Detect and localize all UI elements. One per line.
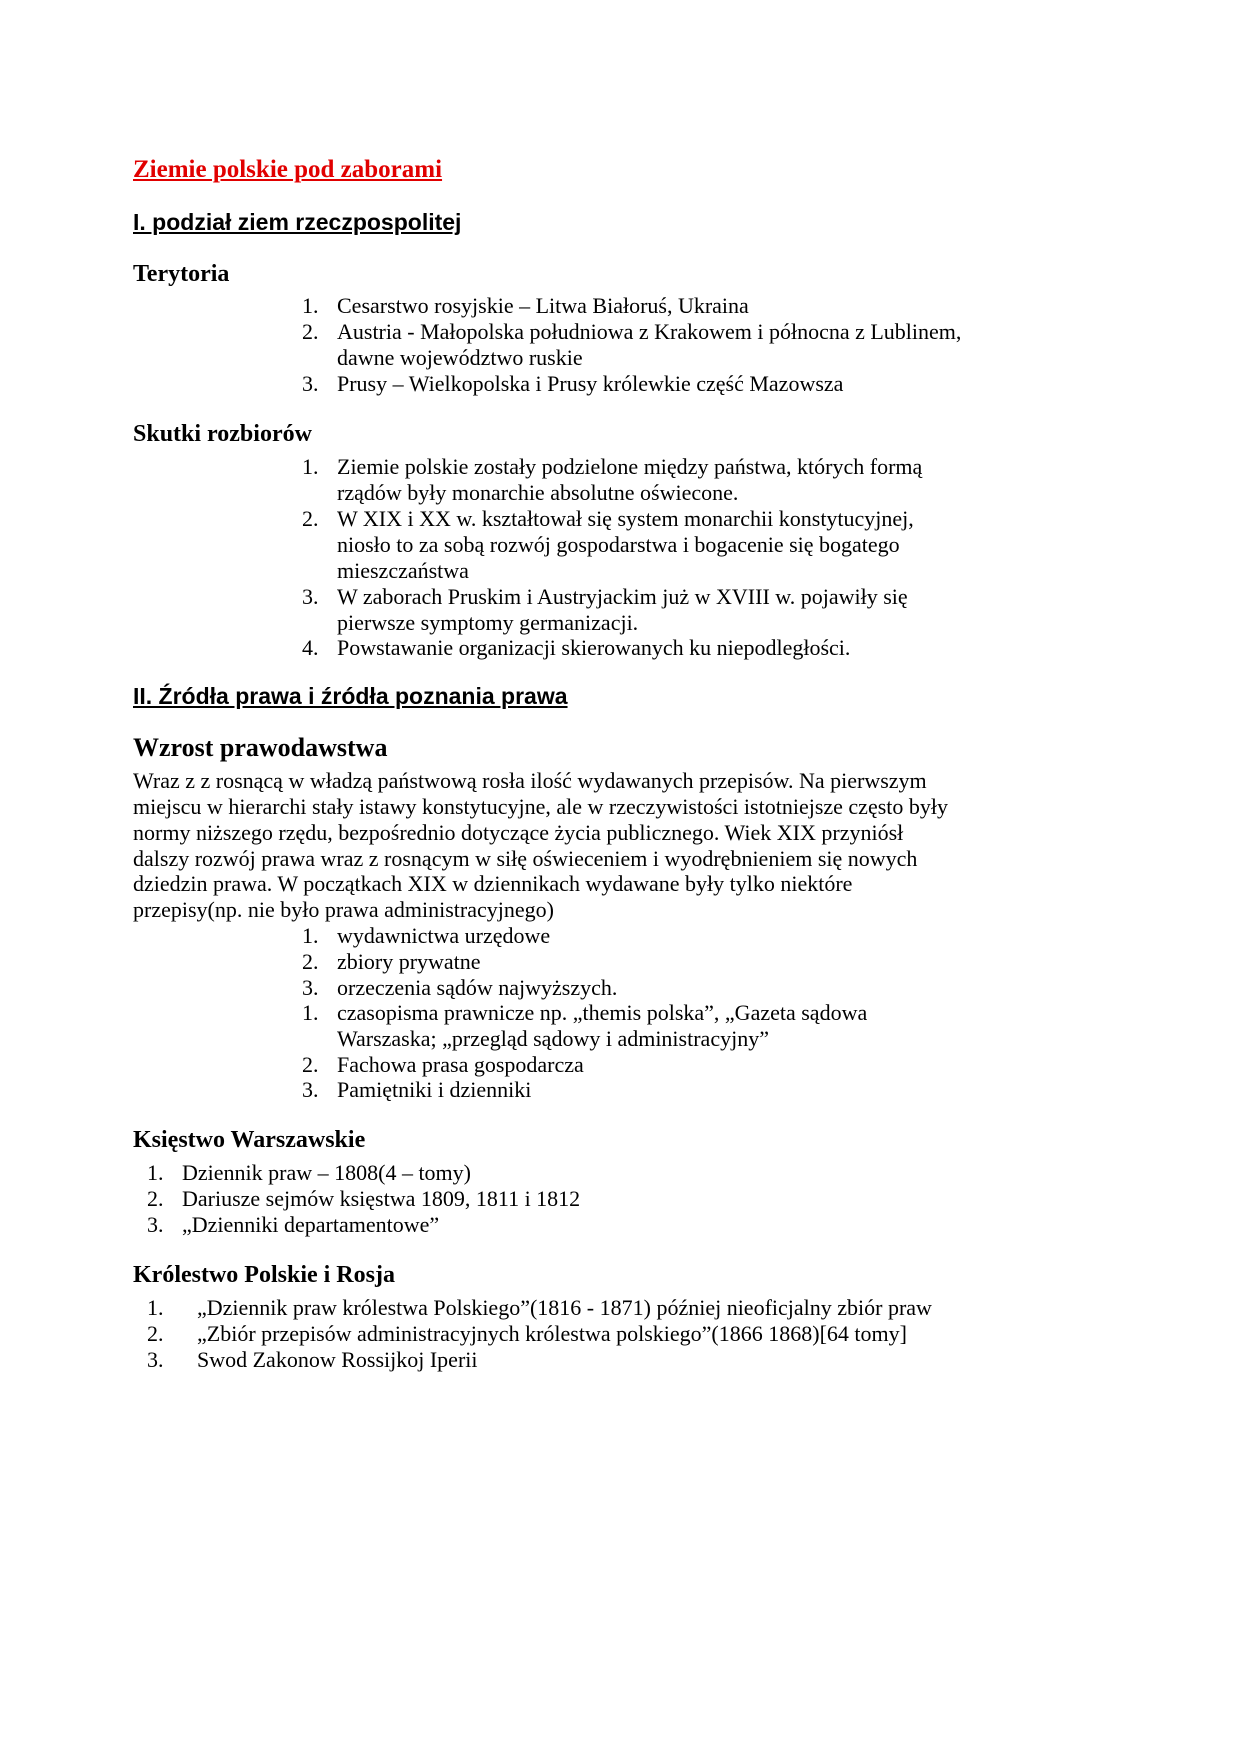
paragraph-line: dalszy rozwój prawa wraz z rosnącym w siłę oświeceniem i wyodrębnieniem się nowych	[133, 846, 918, 871]
list-number: 3.	[302, 975, 319, 1000]
list-text: pierwsze symptomy germanizacji.	[337, 610, 639, 635]
list-text: zbiory prywatne	[337, 949, 481, 974]
list-number: 1.	[302, 1000, 319, 1025]
paragraph-line: miejscu w hierarchi stały istawy konstytucyjne, ale w rzeczywistości istotniejsze często były	[133, 794, 948, 819]
list-text: „Zbiór przepisów administracyjnych królestwa polskiego”(1866 1868)[64 tomy]	[197, 1321, 907, 1346]
section-heading-2: II. Źródła prawa i źródła poznania prawa	[133, 683, 568, 709]
list-text: Cesarstwo rosyjskie – Litwa Białoruś, Ukraina	[337, 293, 749, 318]
list-number: 1.	[302, 454, 319, 479]
list-number: 1.	[302, 293, 319, 318]
subheading-skutki: Skutki rozbiorów	[133, 421, 312, 447]
list-text: Powstawanie organizacji skierowanych ku niepodległości.	[337, 635, 851, 660]
list-number: 3.	[147, 1347, 164, 1372]
section-heading-1: I. podział ziem rzeczpospolitej	[133, 209, 462, 235]
list-text: orzeczenia sądów najwyższych.	[337, 975, 618, 1000]
subheading-ksiestwo: Księstwo Warszawskie	[133, 1127, 366, 1153]
paragraph-line: Wraz z z rosnącą w władzą państwową rosła ilość wydawanych przepisów. Na pierwszym	[133, 768, 927, 793]
list-text: Prusy – Wielkopolska i Prusy królewkie część Mazowsza	[337, 371, 844, 396]
list-text: Warszaska; „przegląd sądowy i administracyjny”	[337, 1026, 769, 1051]
list-text: czasopisma prawnicze np. „themis polska”, „Gazeta sądowa	[337, 1000, 868, 1025]
document-title: Ziemie polskie pod zaborami	[133, 156, 443, 183]
subheading-terytoria: Terytoria	[133, 261, 230, 287]
paragraph-line: przepisy(np. nie było prawa administracyjnego)	[133, 897, 554, 922]
subheading-wzrost: Wzrost prawodawstwa	[133, 733, 388, 762]
list-number: 2.	[147, 1186, 164, 1211]
list-number: 2.	[302, 506, 319, 531]
list-number: 2.	[147, 1321, 164, 1346]
list-text: „Dziennik praw królestwa Polskiego”(1816 - 1871) później nieoficjalny zbiór praw	[197, 1295, 932, 1320]
list-text: Austria - Małopolska południowa z Krakowem i północna z Lublinem,	[337, 319, 962, 344]
list-number: 1.	[147, 1295, 164, 1320]
paragraph-line: normy niższego rzędu, bezpośrednio dotyczące życia publicznego. Wiek XIX przyniósł	[133, 820, 904, 845]
list-text: wydawnictwa urzędowe	[337, 923, 551, 948]
list-text: Fachowa prasa gospodarcza	[337, 1052, 584, 1077]
list-text: dawne województwo ruskie	[337, 345, 583, 370]
list-text: W XIX i XX w. kształtował się system monarchii konstytucyjnej,	[337, 506, 914, 531]
list-text: mieszczaństwa	[337, 558, 469, 583]
list-number: 3.	[302, 1077, 319, 1102]
list-text: Ziemie polskie zostały podzielone między państwa, których formą	[337, 454, 923, 479]
list-number: 1.	[147, 1160, 164, 1185]
list-text: W zaborach Pruskim i Austryjackim już w XVIII w. pojawiły się	[337, 584, 908, 609]
list-text: „Dzienniki departamentowe”	[182, 1212, 440, 1237]
list-number: 2.	[302, 319, 319, 344]
list-text: niosło to za sobą rozwój gospodarstwa i bogacenie się bogatego	[337, 532, 900, 557]
subheading-krolestwo: Królestwo Polskie i Rosja	[133, 1262, 395, 1288]
list-number: 3.	[302, 584, 319, 609]
list-text: Dariusze sejmów księstwa 1809, 1811 i 1812	[182, 1186, 581, 1211]
list-number: 3.	[302, 371, 319, 396]
list-number: 2.	[302, 949, 319, 974]
list-text: Dziennik praw – 1808(4 – tomy)	[182, 1160, 471, 1185]
list-text: rządów były monarchie absolutne oświecone.	[337, 480, 739, 505]
list-number: 3.	[147, 1212, 164, 1237]
paragraph-line: dziedzin prawa. W początkach XIX w dziennikach wydawane były tylko niektóre	[133, 871, 853, 896]
list-number: 4.	[302, 635, 319, 660]
list-number: 2.	[302, 1052, 319, 1077]
list-text: Swod Zakonow Rossijkoj Iperii	[197, 1347, 478, 1372]
list-text: Pamiętniki i dzienniki	[337, 1077, 532, 1102]
list-number: 1.	[302, 923, 319, 948]
